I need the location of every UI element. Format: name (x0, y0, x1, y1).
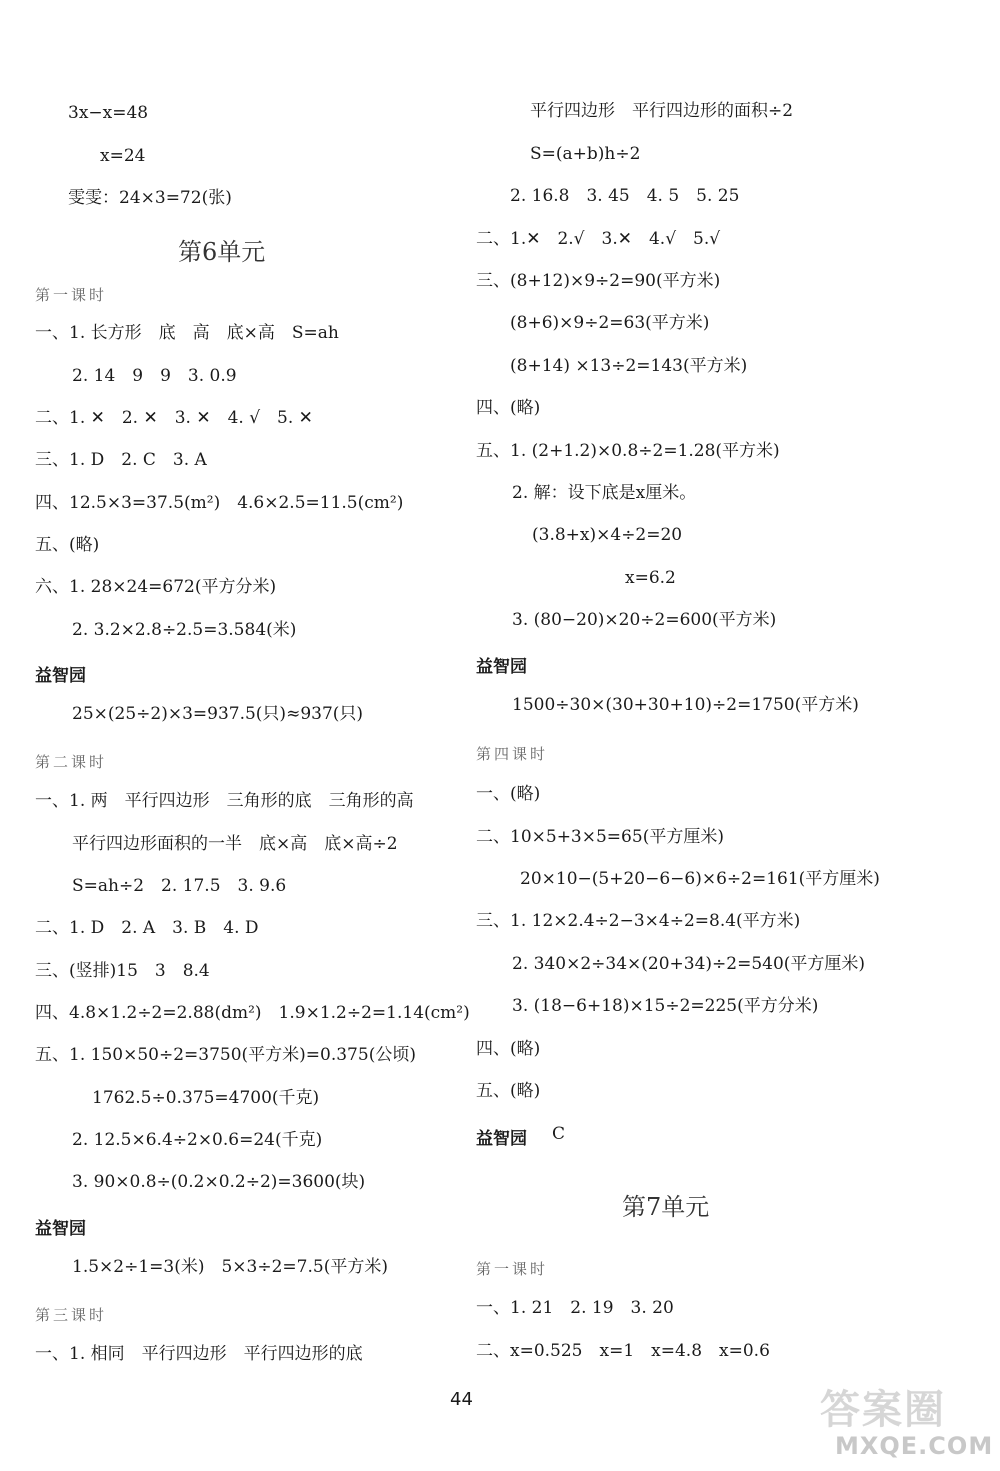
yizhiyuan-heading: 益智园 (35, 666, 86, 686)
answer-line: 一、1. 21 2. 19 3. 20 (476, 1298, 674, 1318)
answer-line: 1762.5÷0.375=4700(千克) (92, 1088, 320, 1108)
equation-line: (3.8+x)×4÷2=20 (532, 525, 683, 545)
answer-line: 2. 340×2÷34×(20+34)÷2=540(平方厘米) (512, 954, 866, 974)
answer-line: 2. 16.8 3. 45 4. 5 5. 25 (510, 186, 740, 206)
watermark-logo: 答案圈 (820, 1387, 946, 1433)
answer-line: 3. (80−20)×20÷2=600(平方米) (512, 610, 777, 630)
answer-line: (8+14) ×13÷2=143(平方米) (510, 356, 748, 376)
answer-line: (8+6)×9÷2=63(平方米) (510, 313, 710, 333)
answer-line: 一、1. 两 平行四边形 三角形的底 三角形的高 (35, 791, 414, 811)
answer-line: C (552, 1124, 566, 1144)
answer-line: 四、(略) (476, 398, 541, 418)
answer-line: 五、1. 150×50÷2=3750(平方米)=0.375(公顷) (35, 1045, 416, 1065)
answer-line: 三、1. D 2. C 3. A (35, 450, 207, 470)
answer-line: 2. 3.2×2.8÷2.5=3.584(米) (72, 620, 297, 640)
answer-line: 三、1. 12×2.4÷2−3×4÷2=8.4(平方米) (476, 911, 801, 931)
answer-line: 六、1. 28×24=672(平方分米) (35, 577, 277, 597)
answer-line: 平行四边形面积的一半 底×高 底×高÷2 (72, 834, 398, 854)
page-number: 44 (450, 1389, 473, 1410)
answer-line: 二、10×5+3×5=65(平方厘米) (476, 827, 724, 847)
answer-line: 平行四边形 平行四边形的面积÷2 (530, 101, 794, 121)
answer-line: 1.5×2÷1=3(米) 5×3÷2=7.5(平方米) (72, 1257, 388, 1277)
answer-line: 一、(略) (476, 784, 541, 804)
lesson-heading-5: 第一课时 (476, 1260, 549, 1278)
lesson-heading-2: 第二课时 (35, 753, 108, 771)
answer-line: 三、(8+12)×9÷2=90(平方米) (476, 271, 721, 291)
yizhiyuan-heading: 益智园 (476, 657, 527, 677)
answer-line: 20×10−(5+20−6−6)×6÷2=161(平方厘米) (520, 869, 880, 889)
answer-line: 二、1.✕ 2.√ 3.✕ 4.√ 5.√ (476, 229, 721, 249)
formula-line: S=(a+b)h÷2 (530, 144, 641, 164)
answer-line: 2. 12.5×6.4÷2×0.6=24(千克) (72, 1130, 323, 1150)
answer-line: 二、1. ✕ 2. ✕ 3. ✕ 4. √ 5. ✕ (35, 408, 313, 428)
equation-line: 3x−x=48 (68, 103, 149, 123)
answer-line: 3. (18−6+18)×15÷2=225(平方分米) (512, 996, 819, 1016)
unit-6-title: 第6单元 (178, 238, 266, 266)
answer-line: 五、(略) (476, 1081, 541, 1101)
lesson-heading-3: 第三课时 (35, 1306, 108, 1324)
yizhiyuan-heading: 益智园 (476, 1129, 527, 1149)
lesson-heading-1: 第一课时 (35, 286, 108, 304)
answer-line: 3. 90×0.8÷(0.2×0.2÷2)=3600(块) (72, 1172, 366, 1192)
lesson-heading-4: 第四课时 (476, 745, 549, 763)
answer-line: 2. 14 9 9 3. 0.9 (72, 366, 237, 386)
watermark-url: MXQE.COM (835, 1432, 994, 1460)
answer-line: 2. 解：设下底是x厘米。 (512, 483, 697, 503)
yizhiyuan-heading: 益智园 (35, 1219, 86, 1239)
answer-line: 25×(25÷2)×3=937.5(只)≈937(只) (72, 704, 364, 724)
answer-line: 四、(略) (476, 1039, 541, 1059)
answer-line: 一、1. 相同 平行四边形 平行四边形的底 (35, 1344, 363, 1364)
answer-line: 1500÷30×(30+30+10)÷2=1750(平方米) (512, 695, 859, 715)
answer-line: 一、1. 长方形 底 高 底×高 S=ah (35, 323, 339, 343)
answer-line: 四、12.5×3=37.5(m²) 4.6×2.5=11.5(cm²) (35, 493, 404, 513)
answer-line: 二、x=0.525 x=1 x=4.8 x=0.6 (476, 1341, 770, 1361)
unit-7-title: 第7单元 (622, 1193, 710, 1221)
answer-line: 三、(竖排)15 3 8.4 (35, 961, 210, 981)
answer-line: 雯雯：24×3=72(张) (68, 188, 232, 208)
answer-line: S=ah÷2 2. 17.5 3. 9.6 (72, 876, 287, 896)
answer-line: 四、4.8×1.2÷2=2.88(dm²) 1.9×1.2÷2=1.14(cm²) (35, 1003, 470, 1023)
answer-line: 二、1. D 2. A 3. B 4. D (35, 918, 259, 938)
equation-line: x=6.2 (625, 568, 676, 588)
answer-line: 五、(略) (35, 535, 100, 555)
equation-line: x=24 (100, 146, 146, 166)
answer-line: 五、1. (2+1.2)×0.8÷2=1.28(平方米) (476, 441, 780, 461)
